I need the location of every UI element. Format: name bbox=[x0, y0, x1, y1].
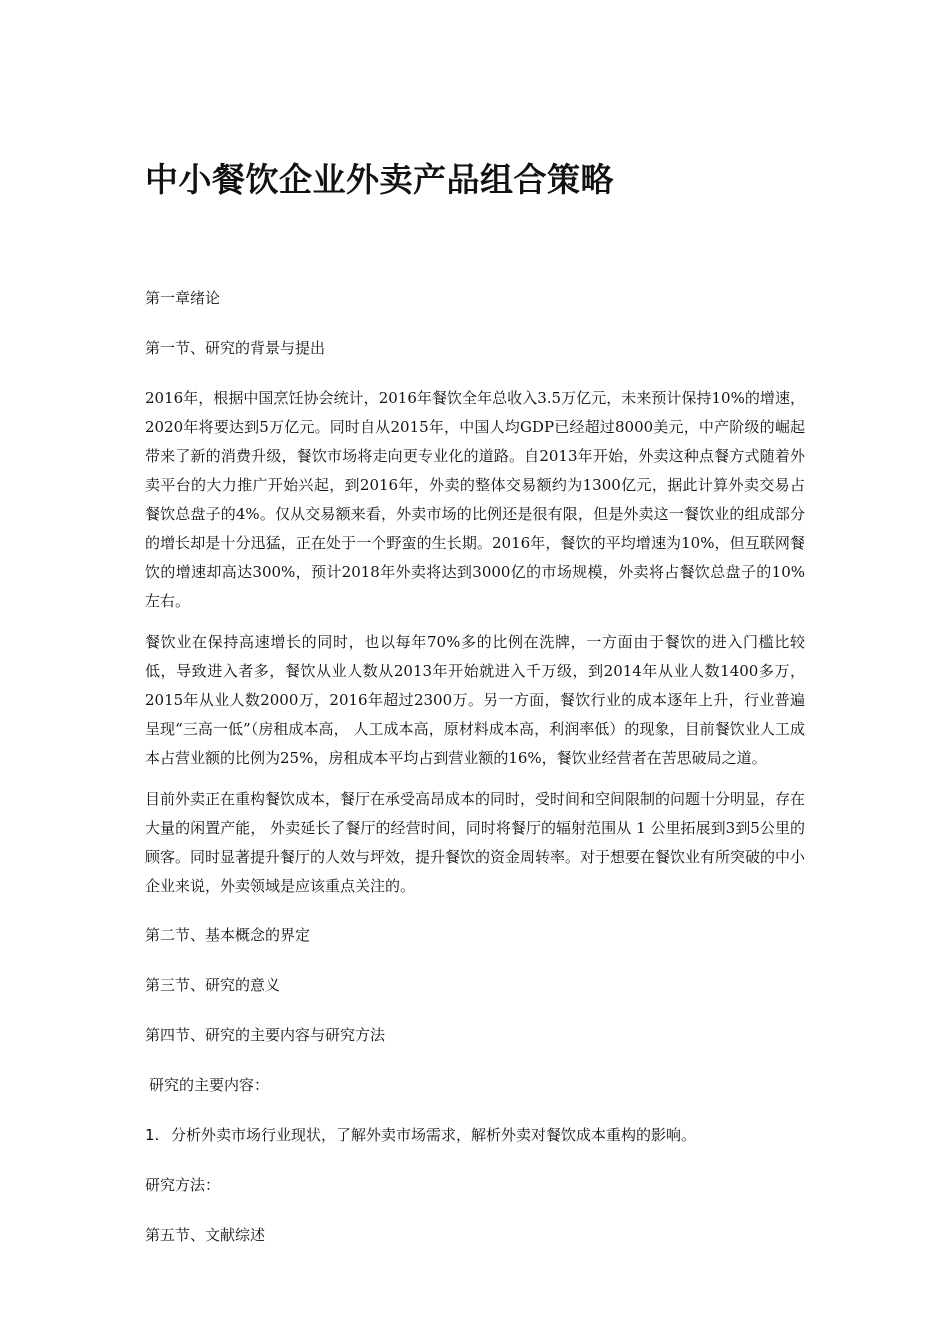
section-heading-background: 第一节、研究的背景与提出 bbox=[145, 339, 326, 357]
section-heading-significance: 第三节、研究的意义 bbox=[145, 976, 281, 994]
section-heading-literature: 第五节、文献综述 bbox=[145, 1226, 266, 1244]
list-item-text: 分析外卖市场行业现状，了解外卖市场需求，解析外卖对餐饮成本重构的影响。 bbox=[171, 1126, 697, 1144]
section-heading-content-methods: 第四节、研究的主要内容与研究方法 bbox=[145, 1026, 386, 1044]
document-title: 中小餐饮企业外卖产品组合策略 bbox=[145, 160, 614, 199]
body-paragraph: 目前外卖正在重构餐饮成本，餐厅在承受高昂成本的同时，受时间和空间限制的问题十分明显，存在大量的闲置产能， 外卖延长了餐厅的经营时间，同时将餐厅的辐射范围从 1 公里拓展到3到5公里的顾客。同时显著提升餐厅的人效与坪效，提升餐饮的资金周转率。对于想要在餐饮业有所突破的中小企业来说，外卖领域是应该重点关注的。 bbox=[145, 790, 806, 895]
chapter-heading: 第一章绪论 bbox=[145, 289, 221, 307]
body-paragraph: 2016年，根据中国烹饪协会统计，2016年餐饮全年总收入3.5万亿元，未来预计保持10%的增速，2020年将要达到5万亿元。同时自从2015年，中国人均GDP已经超过8000美元，中产阶级的崛起带来了新的消费升级，餐饮市场将走向更专业化的道路。自2013年开始，外卖这种点餐方式随着外卖平台的大力推广开始兴起，到2016年，外卖的整体交易额约为1300亿元，据此计算外卖交易占餐饮总盘子的4%。仅从交易额来看，外卖市场的比例还是很有限，但是外卖这一餐饮业的组成部分的增长却是十分迅猛，正在处于一个野蛮的生长期。2016年，餐饮的平均增速为10%，但互联网餐饮的增速却高达300%，预计2018年外卖将达到3000亿的市场规模，外卖将占餐饮总盘子的10%左右。 bbox=[145, 389, 805, 610]
document-body bbox=[145, 284, 805, 1271]
section-heading-concepts: 第二节、基本概念的界定 bbox=[145, 926, 311, 944]
methods-label: 研究方法： bbox=[145, 1176, 221, 1194]
body-paragraph: 餐饮业在保持高速增长的同时，也以每年70%多的比例在洗牌，一方面由于餐饮的进入门槛比较低，导致进入者多，餐饮从业人数从2013年开始就进入千万级，到2014年从业人数1400多万，2015年从业人数2000万，2016年超过2300万。另一方面，餐饮行业的成本逐年上升，行业普遍呈现“三高一低”（房租成本高， 人工成本高，原材料成本高，利润率低）的现象，目前餐饮业人工成本占营业额的比例为25%，房租成本平均占到营业额的16%，餐饮业经营者在苦思破局之道。 bbox=[145, 633, 805, 767]
list-item bbox=[145, 1121, 805, 1149]
main-content-label: 研究的主要内容： bbox=[149, 1076, 270, 1094]
list-item-number: 1. bbox=[145, 1126, 160, 1144]
